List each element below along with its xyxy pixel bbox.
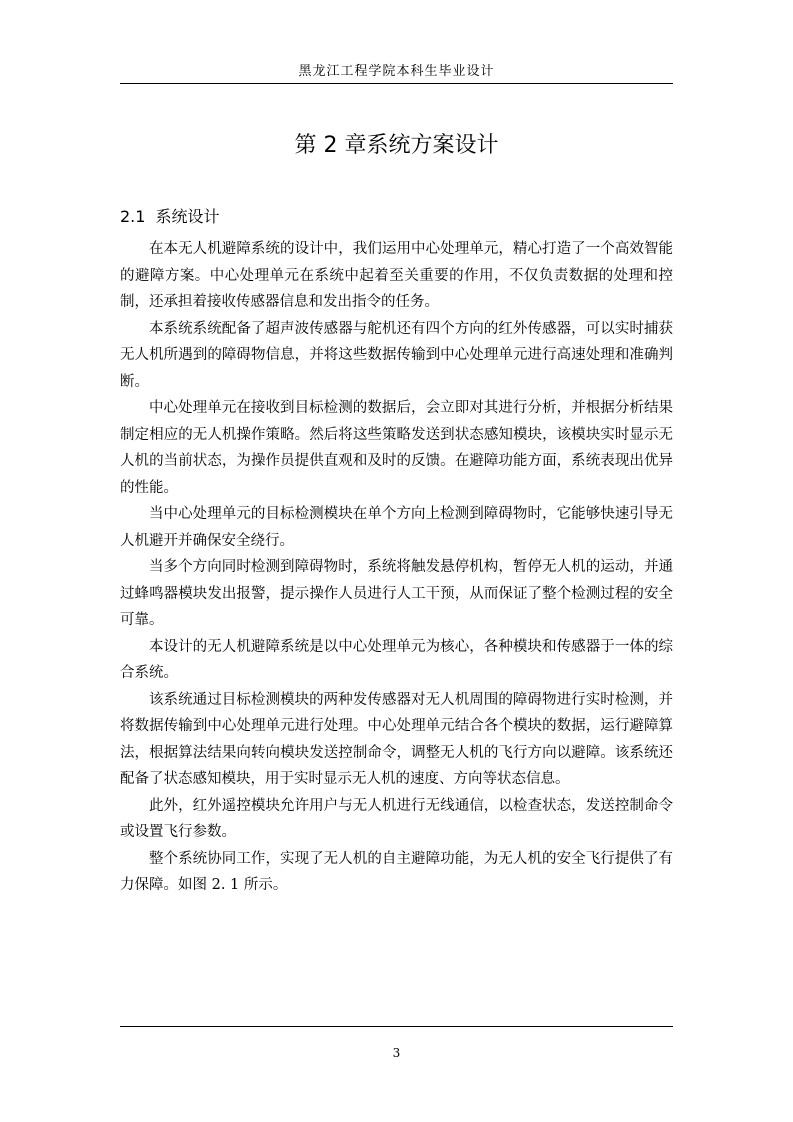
paragraph: 整个系统协同工作，实现了无人机的自主避障功能，为无人机的安全飞行提供了有力保障。如图 2. 1 所示。 bbox=[120, 850, 673, 893]
running-header: 黑龙江工程学院本科生毕业设计 bbox=[298, 64, 495, 79]
section-title: 系统设计 bbox=[155, 207, 220, 226]
paragraph: 在本无人机避障系统的设计中，我们运用中心处理单元，精心打造了一个高效智能的避障方案。中心处理单元在系统中起着至关重要的作用，不仅负责数据的处理和控制，还承担着接收传感器信息和发出指令的任务。 bbox=[120, 241, 673, 310]
footer-divider bbox=[120, 1026, 673, 1027]
paragraph: 本系统系统配备了超声波传感器与舵机还有四个方向的红外传感器，可以实时捕获无人机所遇到的障碍物信息，并将这些数据传输到中心处理单元进行高速处理和准确判断。 bbox=[120, 320, 673, 390]
page-number: 3 bbox=[392, 1046, 401, 1060]
paragraph: 该系统通过目标检测模块的两种发传感器对无人机周围的障碍物进行实时检测，并将数据传输到中心处理单元进行处理。中心处理单元结合各个模块的数据，运行避障算法，根据算法结果向转向模块发送控制命令，调整无人机的飞行方向以避障。该系统还配备了状态感知模块，用于实时显示无人机的速度、方向等状态信息。 bbox=[120, 691, 673, 787]
paragraph: 此外，红外遥控模块允许用户与无人机进行无线通信，以检查状态，发送控制命令或设置飞行参数。 bbox=[120, 797, 673, 840]
chapter-title: 第 2 章系统方案设计 bbox=[294, 133, 499, 158]
paragraph: 中心处理单元在接收到目标检测的数据后，会立即对其进行分析，并根据分析结果制定相应的无人机操作策略。然后将这些策略发送到状态感知模块，该模块实时显示无人机的当前状态，为操作员提供直观和及时的反馈。在避障功能方面，系统表现出优异的性能。 bbox=[120, 400, 673, 496]
paragraph: 当多个方向同时检测到障碍物时，系统将触发悬停机构，暂停无人机的运动，并通过蜂鸣器模块发出报警，提示操作人员进行人工干预，从而保证了整个检测过程的安全可靠。 bbox=[120, 559, 673, 628]
section-heading bbox=[120, 204, 219, 227]
paragraph: 本设计的无人机避障系统是以中心处理单元为核心，各种模块和传感器于一体的综合系统。 bbox=[120, 638, 673, 681]
body-text bbox=[120, 236, 673, 899]
header-divider bbox=[120, 83, 673, 84]
section-number: 2.1 bbox=[120, 207, 146, 226]
paragraph: 当中心处理单元的目标检测模块在单个方向上检测到障碍物时，它能够快速引导无人机避开并确保安全绕行。 bbox=[120, 506, 673, 549]
